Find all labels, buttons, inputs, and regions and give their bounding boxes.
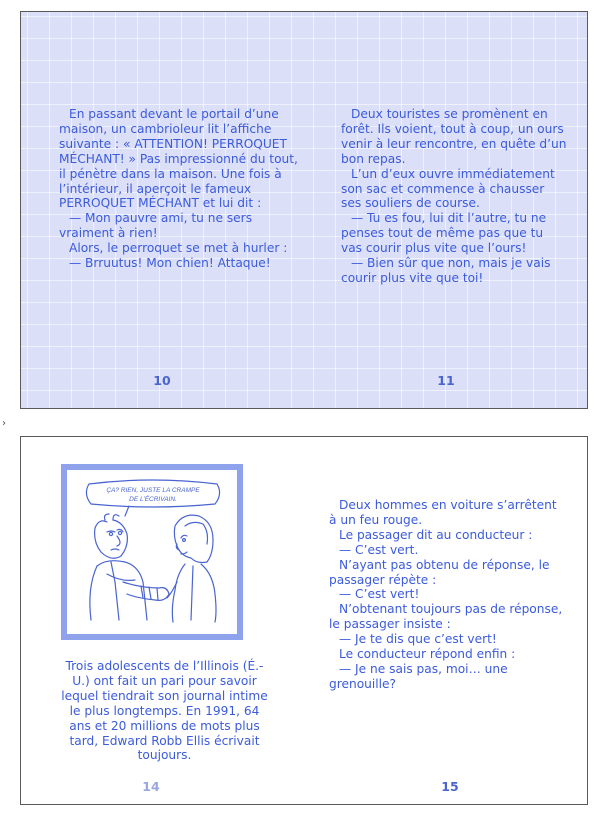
cartoon-caption-line-2: DE L’ÉCRIVAIN. [129,496,177,503]
page-number: 15 [441,779,459,794]
paragraph: — Mon pauvre ami, tu ne sers vraiment à rien! [59,211,253,241]
paragraph: — Bien sûr que non, mais je vais courir plus vite que toi! [341,256,551,285]
margin-mark: › [2,418,6,429]
cartoon-caption-line-1: ÇA? RIEN, JUSTE LA CRAMPE [106,487,200,494]
page-10 [21,12,305,408]
paragraph: Alors, le perroquet se met à hurler : [69,241,288,256]
paragraph: Le conducteur répond enfin : [339,647,516,662]
paragraph: — Je te dis que c’est vert! [339,632,497,647]
paragraph: Deux touristes se promènent en forêt. Ils voient, tout à coup, un ours venir à leur rencontre, en quête d’un bon repas. [341,107,567,166]
page-number: 11 [437,373,455,388]
paragraph: N’ayant pas obtenu de réponse, le passager répète : [329,557,550,587]
story-parrot [59,107,299,271]
story-diary [57,659,272,763]
paragraph: — Tu es fou, lui dit l’autre, tu ne penses tout de même pas que tu vas courir plus vite que l’ours! [341,211,547,256]
paragraph: — Je ne sais pas, moi… une grenouille? [329,661,508,691]
spread-pages-10-11 [20,11,588,409]
paragraph: — C’est vert. [339,542,419,557]
story-bear [341,107,567,286]
paragraph: — Brruutus! Mon chien! Attaque! [69,256,271,271]
paragraph: N’obtenant toujours pas de réponse, le passager insiste : [329,602,563,632]
story-frog [329,498,564,692]
paragraph: Deux hommes en voiture s’arrêtent à un feu rouge. [329,498,557,527]
paragraph: L’un d’eux ouvre immédiatement son sac et commence à chausser ses souliers de course. [341,166,555,211]
page-number: 10 [153,373,171,388]
paragraph: Trois adolescents de l’Illinois (É.-U.) ont fait un pari pour savoir lequel tiendrait son journal intime le plus longtemps. En 1991, 64 ans et 20 millions de mots plus tard, Edward Robb Ellis écrivait toujours. [61,659,268,763]
paragraph: — C’est vert! [339,587,420,602]
spread-pages-14-15 [20,436,588,805]
cartoon-illustration [67,470,237,634]
paragraph: Le passager dit au conducteur : [339,527,533,542]
paragraph: En passant devant le portail d’une maison, un cambrioleur lit l’affiche suivante : « ATTENTION! PERROQUET MÉCHANT! » Pas impressionné du tout, il pénètre dans la maison. Une fois à l’intérieur, il aperçoit le fameux PERROQUET MÉCHANT et lui dit : [59,107,298,211]
page-number: 14 [142,779,160,794]
cartoon-frame [61,464,243,640]
